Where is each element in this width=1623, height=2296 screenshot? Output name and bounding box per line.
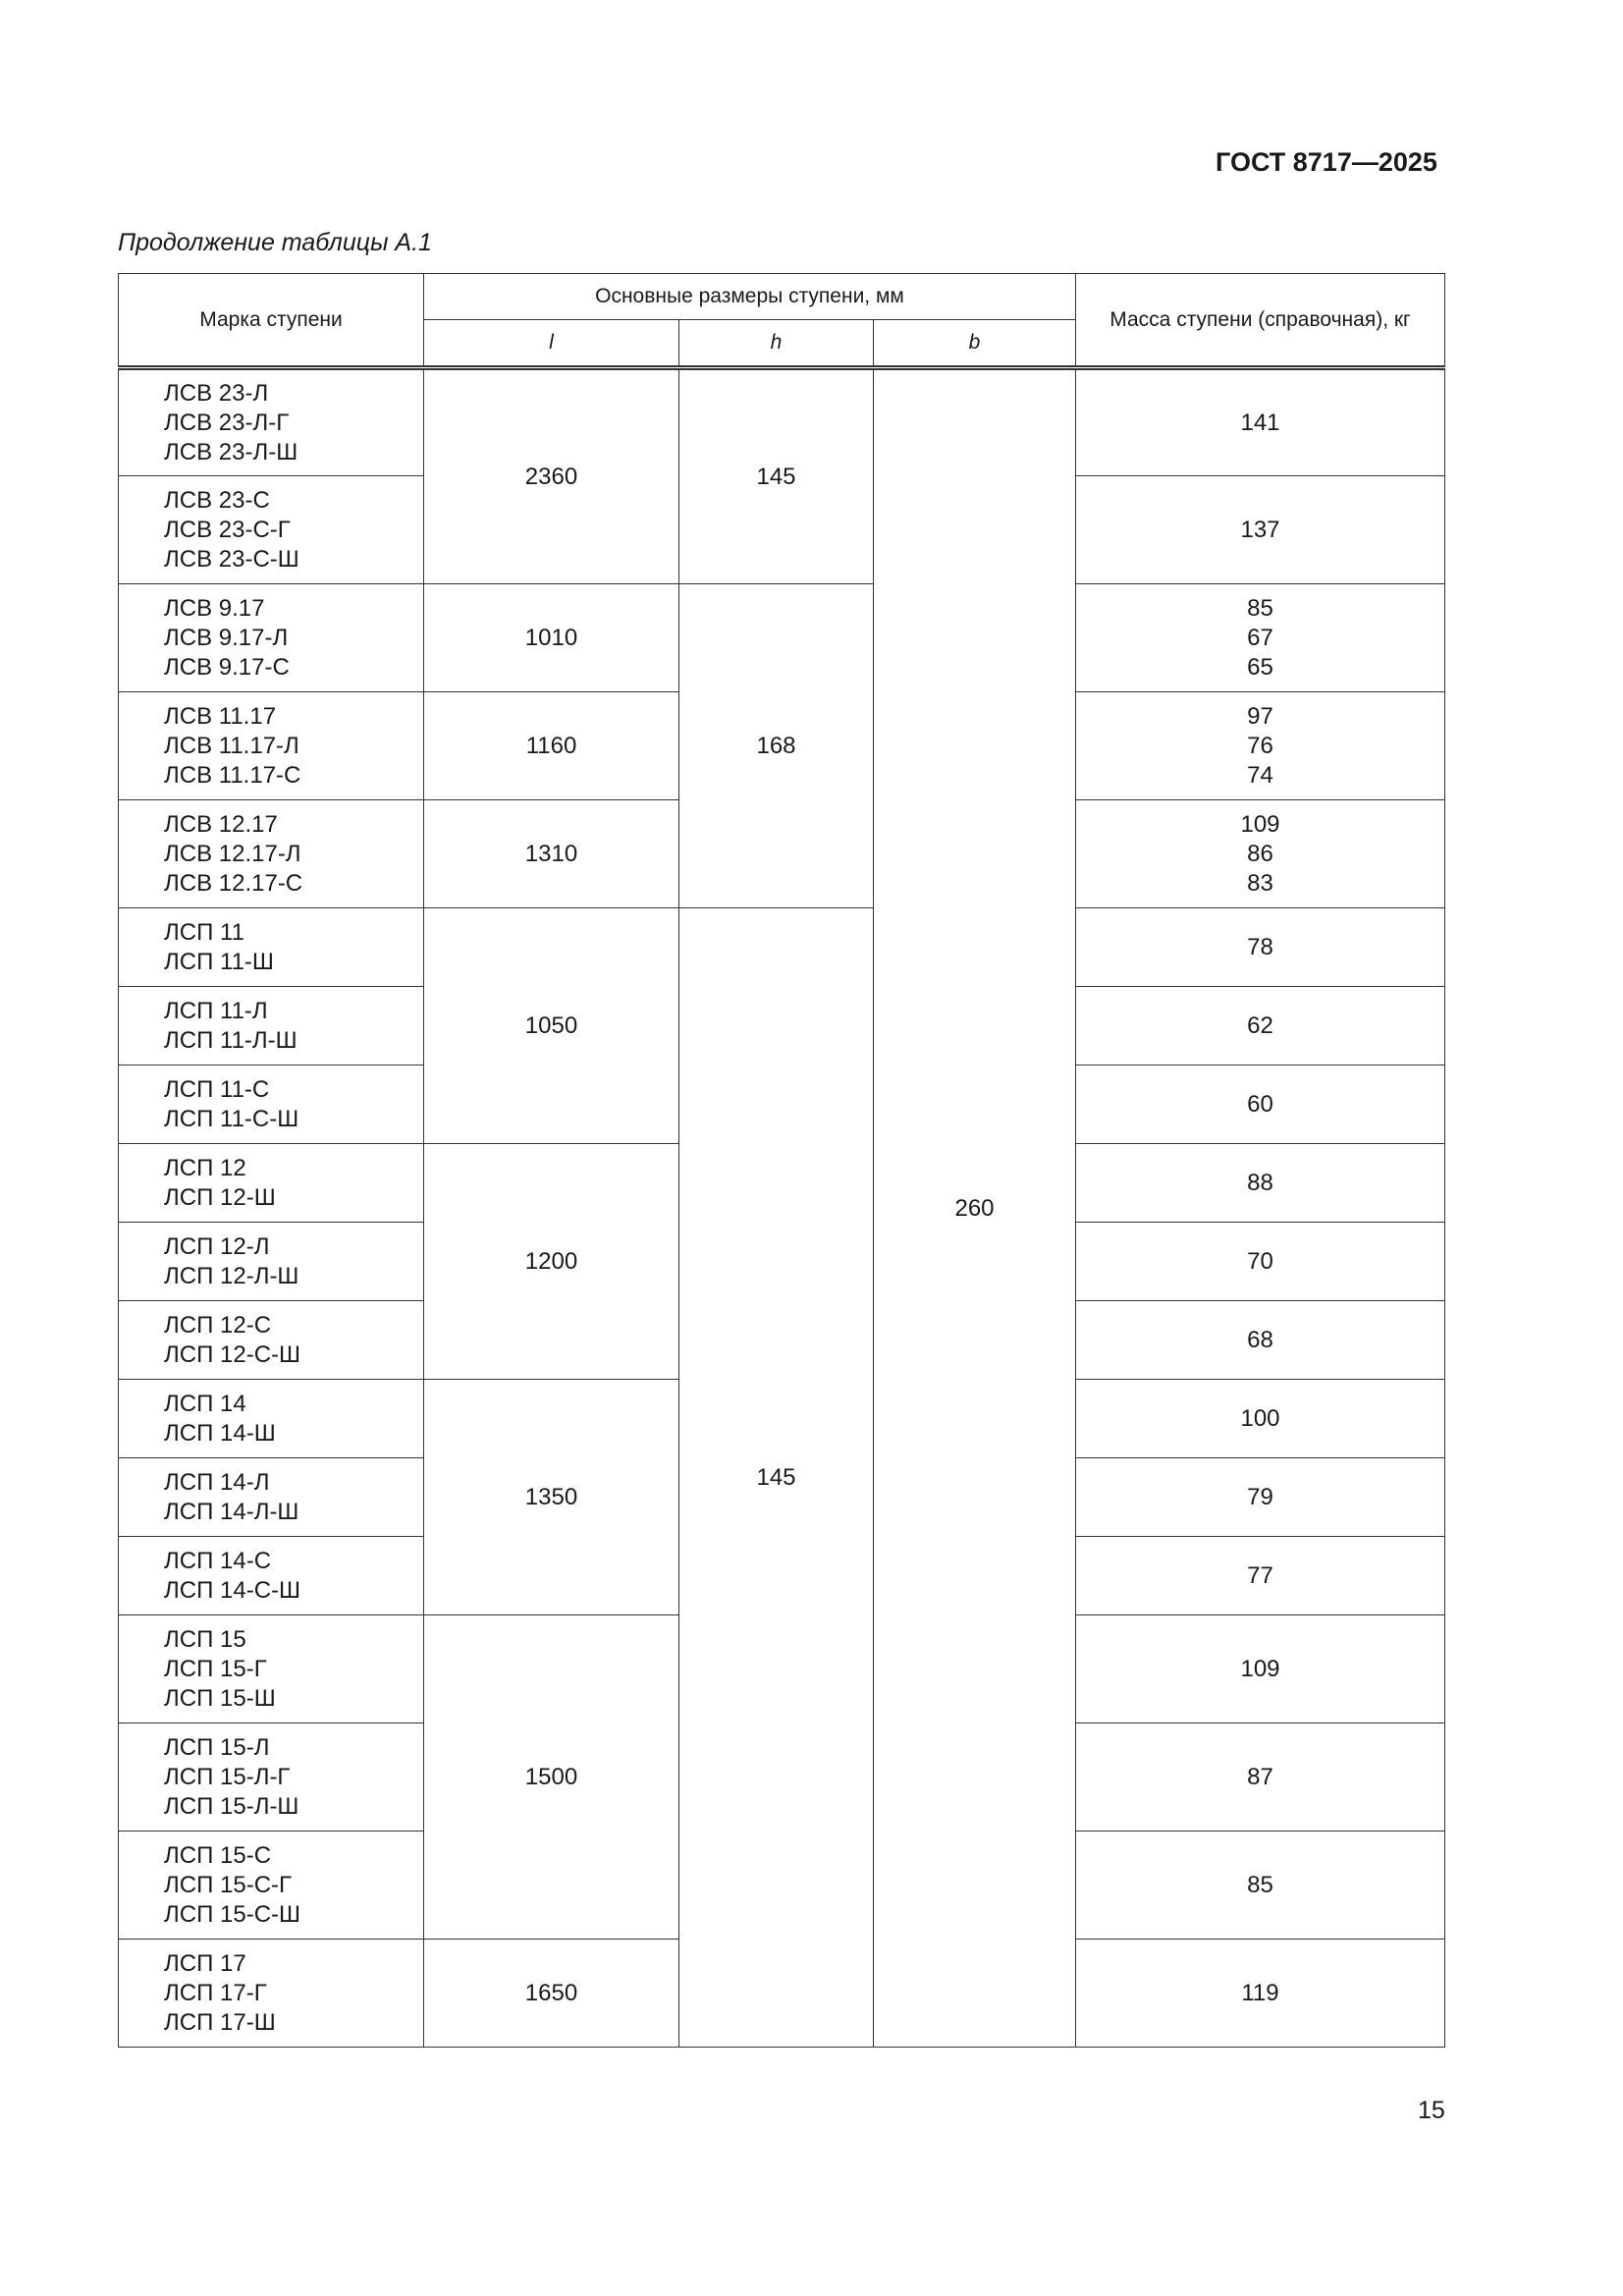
step-mark: ЛСП 11-Л	[164, 997, 268, 1024]
mass-value: 85	[1247, 1871, 1273, 1898]
step-mark: ЛСП 11-Ш	[164, 948, 274, 975]
step-mark: ЛСВ 11.17-Л	[164, 732, 299, 759]
mass-cell	[1076, 987, 1445, 1066]
step-mark: ЛСВ 23-С-Ш	[164, 545, 299, 573]
mass-value: 77	[1247, 1561, 1273, 1589]
length-l-cell: 2360	[424, 368, 679, 584]
step-mark-cell	[119, 1223, 424, 1301]
mass-value: 109	[1240, 1655, 1280, 1682]
step-mark: ЛСВ 11.17-С	[164, 761, 301, 789]
mass-cell	[1076, 1066, 1445, 1144]
mass-cell	[1076, 584, 1445, 692]
step-mark: ЛСП 12-Л-Ш	[164, 1262, 299, 1289]
step-mark: ЛСП 14-С-Ш	[164, 1576, 301, 1604]
mass-cell	[1076, 1831, 1445, 1940]
step-mark-cell	[119, 1831, 424, 1940]
length-l-cell: 1200	[424, 1144, 679, 1380]
header-b: b	[874, 320, 1076, 368]
step-mark-cell	[119, 800, 424, 908]
mass-value: 68	[1247, 1326, 1273, 1353]
mass-value: 87	[1247, 1763, 1273, 1790]
step-mark: ЛСП 17-Г	[164, 1979, 267, 2006]
mass-value: 60	[1247, 1090, 1273, 1118]
step-mark: ЛСВ 12.17	[164, 810, 278, 838]
step-mark: ЛСП 15	[164, 1625, 246, 1653]
step-mark-cell	[119, 987, 424, 1066]
step-mark-cell	[119, 476, 424, 584]
length-l-cell: 1050	[424, 908, 679, 1144]
mass-value: 62	[1247, 1011, 1273, 1039]
step-mark-cell	[119, 1940, 424, 2048]
mass-value: 100	[1240, 1404, 1280, 1432]
step-mark-cell	[119, 1458, 424, 1537]
step-mark: ЛСВ 12.17-Л	[164, 840, 301, 867]
step-mark-cell	[119, 1380, 424, 1458]
length-l-cell: 1650	[424, 1940, 679, 2048]
mass-cell	[1076, 1615, 1445, 1723]
step-mark: ЛСВ 23-Л	[164, 379, 269, 407]
step-mark: ЛСП 15-С-Г	[164, 1871, 293, 1898]
mass-cell	[1076, 1380, 1445, 1458]
mass-value: 67	[1247, 624, 1273, 651]
table-row	[119, 584, 1445, 692]
height-h-cell: 168	[679, 584, 874, 908]
mass-cell	[1076, 1537, 1445, 1615]
mass-value: 85	[1247, 594, 1273, 622]
mass-value: 70	[1247, 1247, 1273, 1275]
step-mark: ЛСП 15-Л-Г	[164, 1763, 291, 1790]
step-mark-cell	[119, 1723, 424, 1831]
mass-cell	[1076, 1723, 1445, 1831]
step-mark: ЛСВ 11.17	[164, 702, 277, 730]
step-mark: ЛСП 17	[164, 1949, 246, 1977]
length-l-cell: 1160	[424, 692, 679, 800]
step-mark: ЛСП 12-С-Ш	[164, 1340, 301, 1368]
step-mark: ЛСП 12	[164, 1154, 246, 1181]
step-mark-cell	[119, 1615, 424, 1723]
step-mark-cell	[119, 368, 424, 476]
mass-cell	[1076, 476, 1445, 584]
step-mark-cell	[119, 1537, 424, 1615]
length-l-cell: 1310	[424, 800, 679, 908]
step-mark: ЛСВ 12.17-С	[164, 869, 303, 897]
mass-value: 74	[1247, 761, 1273, 789]
height-h-cell: 145	[679, 908, 874, 2048]
step-mark: ЛСП 12-Ш	[164, 1183, 276, 1211]
mass-cell	[1076, 908, 1445, 987]
step-mark-cell	[119, 584, 424, 692]
table-caption: Продолжение таблицы А.1	[118, 229, 432, 256]
step-mark: ЛСП 14	[164, 1390, 246, 1417]
height-h-cell: 145	[679, 368, 874, 584]
mass-value: 76	[1247, 732, 1273, 759]
mass-cell	[1076, 1940, 1445, 2048]
step-mark: ЛСП 11-Л-Ш	[164, 1026, 298, 1054]
step-mark-cell	[119, 1144, 424, 1223]
step-mark: ЛСВ 23-Л-Г	[164, 409, 290, 436]
step-mark: ЛСП 17-Ш	[164, 2008, 276, 2036]
step-mark: ЛСВ 9.17-С	[164, 653, 290, 681]
step-mark: ЛСП 15-Л-Ш	[164, 1792, 299, 1820]
mass-cell	[1076, 368, 1445, 476]
step-mark: ЛСП 15-С-Ш	[164, 1900, 301, 1928]
mass-value: 79	[1247, 1483, 1273, 1510]
step-mark: ЛСП 15-Г	[164, 1655, 267, 1682]
mass-cell	[1076, 800, 1445, 908]
step-mark: ЛСП 11-С	[164, 1075, 270, 1103]
step-mark: ЛСВ 23-С	[164, 486, 270, 514]
mass-value: 65	[1247, 653, 1273, 681]
header-mark: Марка ступени	[119, 274, 424, 368]
width-b-cell: 260	[874, 368, 1076, 2048]
mass-value: 83	[1247, 869, 1273, 897]
header-mass: Масса ступени (справочная), кг	[1076, 274, 1445, 368]
step-mark-cell	[119, 1301, 424, 1380]
mass-value: 141	[1240, 409, 1280, 436]
step-mark: ЛСП 11	[164, 918, 244, 946]
mass-value: 78	[1247, 933, 1273, 960]
header-l: l	[424, 320, 679, 368]
length-l-cell: 1500	[424, 1615, 679, 1940]
steps-table	[118, 273, 1445, 2048]
mass-value: 137	[1240, 516, 1280, 543]
header-h: h	[679, 320, 874, 368]
step-mark: ЛСВ 23-Л-Ш	[164, 438, 298, 465]
document-id: ГОСТ 8717—2025	[1216, 147, 1437, 177]
step-mark: ЛСВ 9.17-Л	[164, 624, 289, 651]
header-dimensions: Основные размеры ступени, мм	[424, 274, 1076, 320]
step-mark: ЛСП 14-Л-Ш	[164, 1498, 299, 1525]
step-mark: ЛСП 15-С	[164, 1841, 272, 1869]
step-mark-cell	[119, 1066, 424, 1144]
length-l-cell: 1010	[424, 584, 679, 692]
mass-cell	[1076, 692, 1445, 800]
mass-value: 88	[1247, 1169, 1273, 1196]
step-mark: ЛСП 12-Л	[164, 1232, 270, 1260]
step-mark-cell	[119, 908, 424, 987]
step-mark: ЛСП 14-Ш	[164, 1419, 276, 1447]
step-mark: ЛСП 12-С	[164, 1311, 272, 1339]
table-row	[119, 368, 1445, 476]
length-l-cell: 1350	[424, 1380, 679, 1615]
step-mark: ЛСП 14-С	[164, 1547, 272, 1574]
step-mark: ЛСП 11-С-Ш	[164, 1105, 299, 1132]
mass-value: 86	[1247, 840, 1273, 867]
mass-value: 109	[1240, 810, 1280, 838]
step-mark: ЛСВ 9.17	[164, 594, 265, 622]
step-mark: ЛСВ 23-С-Г	[164, 516, 291, 543]
page-number: 15	[1418, 2097, 1445, 2124]
step-mark: ЛСП 14-Л	[164, 1468, 270, 1496]
mass-value: 119	[1241, 1979, 1279, 2006]
step-mark-cell	[119, 692, 424, 800]
mass-cell	[1076, 1301, 1445, 1380]
mass-cell	[1076, 1223, 1445, 1301]
table-row	[119, 908, 1445, 987]
mass-cell	[1076, 1144, 1445, 1223]
mass-value: 97	[1247, 702, 1273, 730]
mass-cell	[1076, 1458, 1445, 1537]
step-mark: ЛСП 15-Л	[164, 1733, 270, 1761]
step-mark: ЛСП 15-Ш	[164, 1684, 276, 1712]
